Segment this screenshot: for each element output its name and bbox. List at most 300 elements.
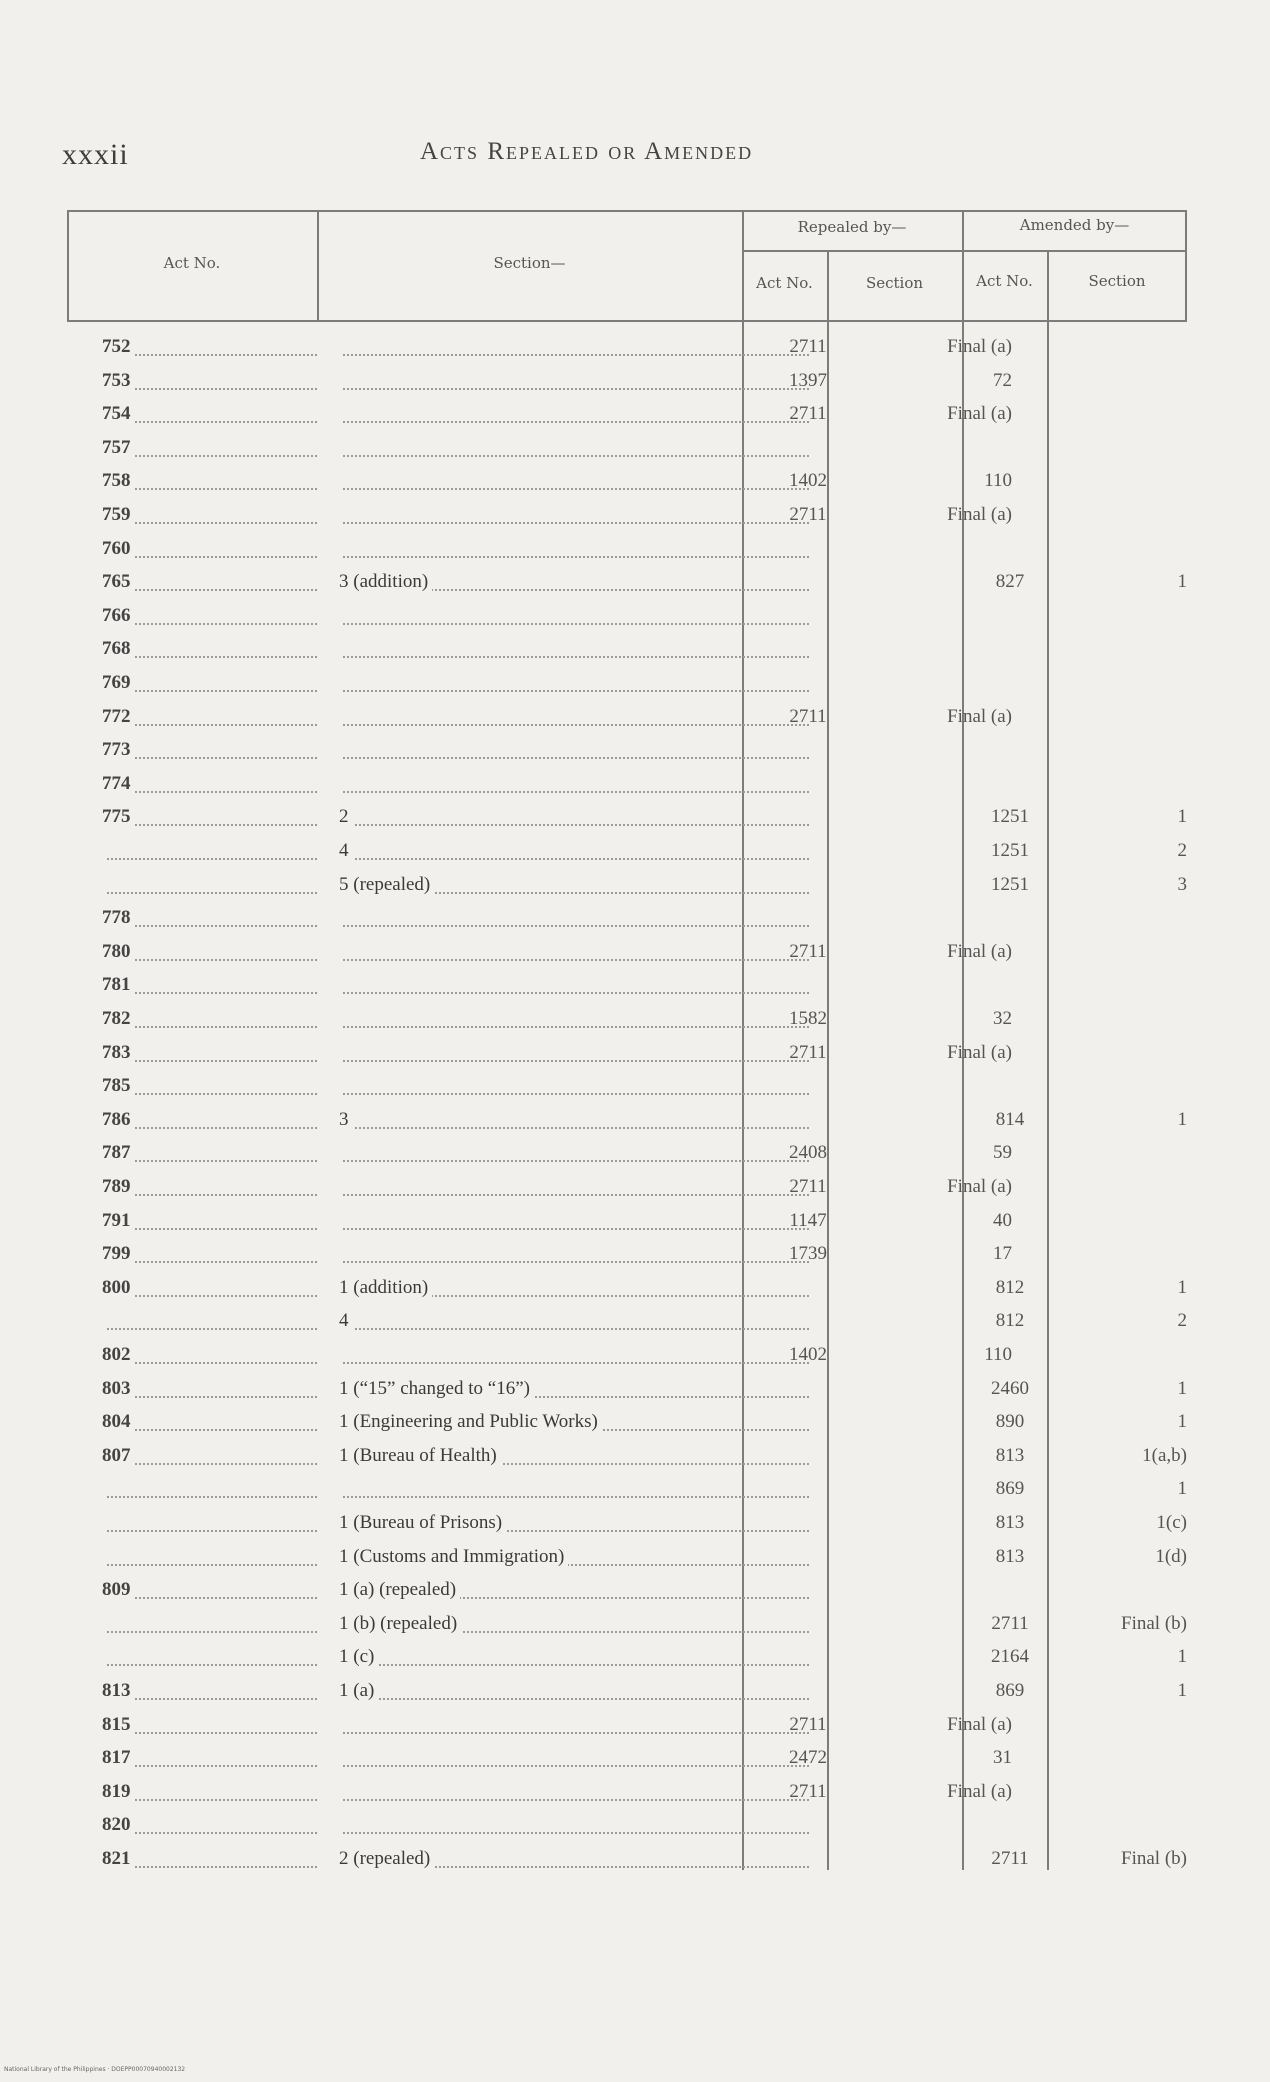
- section-cell-text: [339, 1210, 343, 1231]
- page-number: xxxii: [62, 138, 129, 171]
- act-number: [102, 733, 317, 766]
- act-number: [102, 800, 317, 833]
- amended-section-cell: [1047, 1540, 1227, 1573]
- table-row: [67, 1036, 1187, 1069]
- repealed-act-cell-text: 2711: [789, 940, 827, 962]
- act-number-text: 781: [102, 974, 135, 995]
- section-cell-text: 1 (“15” changed to “16”): [339, 1378, 534, 1399]
- section-cell-text: [339, 1075, 343, 1096]
- act-number-text: 753: [102, 370, 135, 391]
- amended-act-cell: [960, 1136, 1060, 1169]
- amended-act-cell-text: 2711: [991, 1848, 1029, 1869]
- act-number-text: 817: [102, 1747, 135, 1768]
- amended-act-cell: [960, 1304, 1060, 1337]
- act-number: [102, 666, 317, 699]
- amended-act-cell: [960, 968, 1060, 1001]
- table-row: [67, 1808, 1187, 1841]
- act-number-text: 813: [102, 1680, 135, 1701]
- amended-section-cell: [1047, 868, 1227, 901]
- table-row: [67, 1540, 1187, 1573]
- amended-act-cell-text: 869: [995, 1680, 1025, 1701]
- act-number-text: 752: [102, 336, 135, 357]
- acts-table: [67, 202, 1187, 1872]
- header-repealed-section: Section: [865, 274, 924, 292]
- table-row: [67, 532, 1187, 565]
- section-cell-text: [339, 1478, 343, 1499]
- amended-act-cell: [960, 1640, 1060, 1673]
- repealed-act-cell-text: 2408: [789, 1142, 827, 1164]
- section-cell-text: [339, 1814, 343, 1835]
- act-number-text: 791: [102, 1210, 135, 1231]
- amended-act-cell: [960, 834, 1060, 867]
- act-number-text: 809: [102, 1579, 135, 1600]
- section-cell: [339, 1842, 809, 1875]
- amended-section-cell: [1047, 901, 1227, 934]
- amended-section-cell: [1047, 1204, 1227, 1237]
- act-number-text: [102, 1646, 106, 1667]
- repealed-section-cell-text: 40: [993, 1209, 1012, 1231]
- amended-act-cell: [960, 330, 1060, 363]
- amended-section-cell: [1047, 1640, 1227, 1673]
- amended-act-cell-text: 1251: [991, 840, 1029, 861]
- amended-section-cell: [1047, 1237, 1227, 1270]
- amended-section-cell-text: 1: [1177, 1680, 1187, 1701]
- section-cell: [339, 700, 809, 733]
- act-number: [102, 1540, 317, 1573]
- repealed-act-cell-text: 1739: [789, 1243, 827, 1265]
- act-number-text: 820: [102, 1814, 135, 1835]
- amended-act-cell: [960, 1607, 1060, 1640]
- act-number: [102, 1036, 317, 1069]
- amended-act-cell: [960, 1741, 1060, 1774]
- amended-act-cell: [960, 1002, 1060, 1035]
- act-number: [102, 431, 317, 464]
- act-number-text: 799: [102, 1243, 135, 1264]
- section-cell-text: 5 (repealed): [339, 874, 434, 895]
- amended-section-cell-text: Final (b): [1121, 1848, 1187, 1869]
- table-row: [67, 1103, 1187, 1136]
- repealed-section-cell-text: Final (a): [947, 504, 1012, 525]
- act-number: [102, 1237, 317, 1270]
- table-row: [67, 565, 1187, 598]
- amended-act-cell: [960, 1775, 1060, 1808]
- act-number: [102, 632, 317, 665]
- act-number-text: 789: [102, 1176, 135, 1197]
- repealed-act-cell-text: 2711: [789, 1176, 827, 1197]
- repealed-section-cell-text: Final (a): [947, 1713, 1012, 1735]
- section-cell-text: 4: [339, 840, 353, 861]
- act-number-text: [102, 1546, 106, 1567]
- amended-section-cell-text: 1: [1177, 806, 1187, 828]
- table-row: [67, 767, 1187, 800]
- act-number: [102, 834, 317, 867]
- act-number-text: [102, 1478, 106, 1499]
- section-cell: [339, 1607, 809, 1640]
- act-number: [102, 1607, 317, 1640]
- section-cell: [339, 632, 809, 665]
- section-cell: [339, 1708, 809, 1741]
- amended-act-cell: [960, 1405, 1060, 1438]
- section-cell-text: [339, 706, 343, 727]
- act-number: [102, 1640, 317, 1673]
- table-row: [67, 1573, 1187, 1606]
- amended-act-cell: [960, 565, 1060, 598]
- amended-section-cell: [1047, 800, 1227, 833]
- header-amended-act: Act No.: [976, 272, 1033, 290]
- act-number-text: 775: [102, 806, 135, 827]
- section-cell: [339, 599, 809, 632]
- section-cell: [339, 1304, 809, 1337]
- amended-act-cell: [960, 1237, 1060, 1270]
- amended-act-cell-text: 813: [995, 1545, 1025, 1567]
- amended-section-cell: [1047, 767, 1227, 800]
- act-number-text: [102, 874, 106, 895]
- repealed-section-cell-text: 110: [984, 1344, 1012, 1365]
- section-cell: [339, 733, 809, 766]
- amended-act-cell: [960, 1170, 1060, 1203]
- amended-act-cell: [960, 800, 1060, 833]
- act-number-text: 783: [102, 1042, 135, 1063]
- amended-section-cell-text: 1: [1177, 1411, 1187, 1433]
- header-act-no: Act No.: [163, 254, 221, 272]
- amended-act-cell: [960, 1338, 1060, 1371]
- act-number-text: 786: [102, 1109, 135, 1130]
- section-cell-text: [339, 773, 343, 794]
- amended-act-cell: [960, 868, 1060, 901]
- table-row: [67, 1439, 1187, 1472]
- act-number-text: 757: [102, 437, 135, 458]
- amended-act-cell: [960, 1271, 1060, 1304]
- section-cell: [339, 1136, 809, 1169]
- table-row: [67, 1506, 1187, 1539]
- amended-act-cell: [960, 1439, 1060, 1472]
- amended-act-cell: [960, 1506, 1060, 1539]
- table-row: [67, 632, 1187, 665]
- act-number-text: 804: [102, 1411, 135, 1432]
- act-number: [102, 1103, 317, 1136]
- section-cell: [339, 431, 809, 464]
- act-number: [102, 1708, 317, 1741]
- amended-section-cell: [1047, 1472, 1227, 1505]
- amended-act-cell-text: 813: [995, 1444, 1025, 1466]
- section-cell: [339, 666, 809, 699]
- table-row: [67, 1136, 1187, 1169]
- amended-section-cell: [1047, 700, 1227, 733]
- amended-section-cell: [1047, 1607, 1227, 1640]
- amended-act-cell-text: 869: [995, 1478, 1025, 1500]
- act-number-text: 800: [102, 1277, 135, 1298]
- act-number: [102, 1506, 317, 1539]
- amended-section-cell-text: 1: [1177, 1108, 1187, 1130]
- amended-act-cell-text: 890: [995, 1411, 1025, 1433]
- repealed-section-cell-text: Final (a): [947, 1176, 1012, 1197]
- amended-act-cell: [960, 1036, 1060, 1069]
- repealed-section-cell-text: 110: [984, 470, 1012, 492]
- repealed-act-cell-text: 1147: [789, 1209, 827, 1231]
- act-number-text: 780: [102, 941, 135, 962]
- section-cell: [339, 1069, 809, 1102]
- amended-section-cell: [1047, 1304, 1227, 1337]
- amended-act-cell: [960, 1708, 1060, 1741]
- section-cell-text: 4: [339, 1310, 353, 1331]
- amended-section-cell: [1047, 632, 1227, 665]
- amended-section-cell: [1047, 834, 1227, 867]
- section-cell: [339, 1540, 809, 1573]
- amended-act-cell: [960, 767, 1060, 800]
- section-cell: [339, 1439, 809, 1472]
- repealed-act-cell-text: 2711: [789, 705, 827, 727]
- act-number-text: 815: [102, 1714, 135, 1735]
- act-number: [102, 498, 317, 531]
- act-number-text: 754: [102, 403, 135, 424]
- act-number-text: 773: [102, 739, 135, 760]
- repealed-section-cell-text: 59: [993, 1142, 1012, 1164]
- amended-act-cell: [960, 935, 1060, 968]
- amended-section-cell: [1047, 1842, 1227, 1875]
- section-cell-text: [339, 605, 343, 626]
- act-number: [102, 1741, 317, 1774]
- act-number: [102, 1405, 317, 1438]
- footer-credit: National Library of the Philippines · DOEPP00070940002132: [4, 2066, 186, 2073]
- amended-act-cell: [960, 431, 1060, 464]
- act-number: [102, 1338, 317, 1371]
- amended-section-cell: [1047, 968, 1227, 1001]
- amended-act-cell: [960, 1842, 1060, 1875]
- table-row: [67, 1741, 1187, 1774]
- amended-act-cell: [960, 1372, 1060, 1405]
- table-row: [67, 733, 1187, 766]
- section-cell-text: 1 (b) (repealed): [339, 1613, 461, 1634]
- act-number: [102, 364, 317, 397]
- section-cell: [339, 1036, 809, 1069]
- section-cell-text: 3: [339, 1109, 353, 1130]
- table-row: [67, 1002, 1187, 1035]
- table-row: [67, 1069, 1187, 1102]
- act-number: [102, 599, 317, 632]
- header-bottom-rule: [67, 320, 1187, 322]
- act-number-text: 787: [102, 1142, 135, 1163]
- section-cell: [339, 1237, 809, 1270]
- table-row: [67, 330, 1187, 363]
- repealed-section-cell-text: 32: [993, 1008, 1012, 1029]
- amended-act-cell-text: 1251: [991, 873, 1029, 895]
- section-cell: [339, 1271, 809, 1304]
- amended-section-cell: [1047, 498, 1227, 531]
- table-row: [67, 1640, 1187, 1673]
- table-row: [67, 1237, 1187, 1270]
- act-number: [102, 464, 317, 497]
- table-row: [67, 968, 1187, 1001]
- section-cell: [339, 834, 809, 867]
- act-number-text: 765: [102, 571, 135, 592]
- section-cell: [339, 800, 809, 833]
- act-number: [102, 1674, 317, 1707]
- amended-section-cell: [1047, 1103, 1227, 1136]
- amended-section-cell: [1047, 1506, 1227, 1539]
- table-row: [67, 1405, 1187, 1438]
- header-section: Section—: [493, 254, 566, 272]
- section-cell: [339, 565, 809, 598]
- amended-section-cell: [1047, 1775, 1227, 1808]
- act-number: [102, 700, 317, 733]
- act-number: [102, 330, 317, 363]
- section-cell-text: [339, 470, 343, 491]
- act-number-text: 802: [102, 1344, 135, 1365]
- section-cell-text: [339, 1747, 343, 1768]
- act-number: [102, 532, 317, 565]
- section-cell-text: [339, 638, 343, 659]
- act-number-text: 819: [102, 1781, 135, 1802]
- act-number-text: 785: [102, 1075, 135, 1096]
- amended-section-cell-text: 1(d): [1155, 1545, 1187, 1567]
- act-number: [102, 1573, 317, 1606]
- section-cell: [339, 1674, 809, 1707]
- section-cell-text: [339, 739, 343, 760]
- amended-section-cell: [1047, 364, 1227, 397]
- section-cell-text: [339, 403, 343, 424]
- act-number-text: 772: [102, 706, 135, 727]
- act-number: [102, 935, 317, 968]
- act-number: [102, 1204, 317, 1237]
- section-cell-text: [339, 941, 343, 962]
- amended-section-cell: [1047, 1136, 1227, 1169]
- amended-act-cell: [960, 397, 1060, 430]
- act-number-text: [102, 840, 106, 861]
- section-cell: [339, 1405, 809, 1438]
- amended-section-cell: [1047, 1338, 1227, 1371]
- act-number-text: 778: [102, 907, 135, 928]
- act-number: [102, 1069, 317, 1102]
- section-cell: [339, 1170, 809, 1203]
- amended-act-cell: [960, 1573, 1060, 1606]
- section-cell-text: [339, 1008, 343, 1029]
- section-cell-text: 1 (Bureau of Prisons): [339, 1512, 506, 1533]
- amended-act-cell: [960, 1069, 1060, 1102]
- section-cell: [339, 464, 809, 497]
- section-cell: [339, 1002, 809, 1035]
- amended-section-cell: [1047, 935, 1227, 968]
- table-row: [67, 1304, 1187, 1337]
- table-row: [67, 397, 1187, 430]
- amended-section-cell-text: 1: [1177, 1646, 1187, 1668]
- table-row: [67, 431, 1187, 464]
- amended-section-cell: [1047, 1708, 1227, 1741]
- amended-act-cell-text: 814: [995, 1108, 1025, 1130]
- section-cell: [339, 330, 809, 363]
- table-row: [67, 800, 1187, 833]
- amended-section-cell-text: 3: [1177, 873, 1187, 895]
- amended-section-cell: [1047, 1036, 1227, 1069]
- act-number: [102, 1808, 317, 1841]
- repealed-act-cell-text: 1582: [789, 1008, 827, 1029]
- act-number: [102, 397, 317, 430]
- amended-section-cell: [1047, 666, 1227, 699]
- section-cell-text: 1 (Engineering and Public Works): [339, 1411, 602, 1432]
- amended-act-cell: [960, 532, 1060, 565]
- section-cell: [339, 1372, 809, 1405]
- amended-act-cell-text: 2711: [991, 1612, 1029, 1634]
- act-number-text: 807: [102, 1445, 135, 1466]
- section-cell-text: [339, 1042, 343, 1063]
- repealed-section-cell-text: 17: [993, 1243, 1012, 1265]
- section-cell: [339, 1338, 809, 1371]
- section-cell-text: 1 (a): [339, 1680, 378, 1701]
- amended-act-cell: [960, 1674, 1060, 1707]
- act-number: [102, 1842, 317, 1875]
- amended-act-cell-text: 812: [995, 1276, 1025, 1298]
- section-cell-text: [339, 370, 343, 391]
- section-cell-text: [339, 1344, 343, 1365]
- amended-act-cell-text: 1251: [991, 806, 1029, 828]
- section-cell: [339, 1103, 809, 1136]
- page-header: [0, 138, 1270, 178]
- header-amended-section: Section: [1088, 272, 1146, 290]
- amended-act-cell: [960, 901, 1060, 934]
- section-cell-text: 1 (c): [339, 1646, 378, 1667]
- section-cell-text: [339, 504, 343, 525]
- table-row: [67, 1271, 1187, 1304]
- section-cell: [339, 1573, 809, 1606]
- section-cell-text: 1 (Bureau of Health): [339, 1445, 501, 1466]
- amended-act-cell: [960, 1540, 1060, 1573]
- amended-section-cell: [1047, 565, 1227, 598]
- header-repealed-by: Repealed by—: [797, 218, 907, 236]
- amended-section-cell: [1047, 1002, 1227, 1035]
- section-cell: [339, 767, 809, 800]
- repealed-act-cell-text: 1397: [789, 369, 827, 391]
- amended-act-cell: [960, 632, 1060, 665]
- amended-section-cell: [1047, 532, 1227, 565]
- act-number: [102, 868, 317, 901]
- act-number: [102, 1472, 317, 1505]
- repealed-act-cell-text: 2472: [789, 1747, 827, 1769]
- amended-section-cell: [1047, 464, 1227, 497]
- section-cell: [339, 1506, 809, 1539]
- table-row: [67, 1775, 1187, 1808]
- section-cell-text: 1 (addition): [339, 1277, 432, 1298]
- section-cell-text: 2: [339, 806, 353, 827]
- table-row: [67, 1170, 1187, 1203]
- act-number-text: 766: [102, 605, 135, 626]
- repealed-section-cell-text: 31: [993, 1747, 1012, 1769]
- table-row: [67, 599, 1187, 632]
- table-row: [67, 901, 1187, 934]
- table-row: [67, 834, 1187, 867]
- amended-section-cell: [1047, 1405, 1227, 1438]
- act-number-text: [102, 1512, 106, 1533]
- section-cell-text: [339, 1714, 343, 1735]
- act-number-text: [102, 1310, 106, 1331]
- amended-act-cell: [960, 666, 1060, 699]
- section-cell: [339, 532, 809, 565]
- repealed-act-cell-text: 2711: [789, 1713, 827, 1735]
- table-row: [67, 1472, 1187, 1505]
- table-row: [67, 935, 1187, 968]
- amended-act-cell: [960, 1103, 1060, 1136]
- section-cell: [339, 1741, 809, 1774]
- section-cell: [339, 364, 809, 397]
- section-cell: [339, 498, 809, 531]
- amended-act-cell: [960, 1204, 1060, 1237]
- table-row: [67, 1372, 1187, 1405]
- amended-section-cell: [1047, 397, 1227, 430]
- table-row: [67, 1842, 1187, 1875]
- repealed-act-cell-text: 2711: [789, 336, 827, 357]
- amended-section-cell-text: Final (b): [1121, 1612, 1187, 1634]
- amended-act-cell: [960, 1472, 1060, 1505]
- table-row: [67, 1607, 1187, 1640]
- amended-act-cell-text: 2164: [991, 1646, 1029, 1668]
